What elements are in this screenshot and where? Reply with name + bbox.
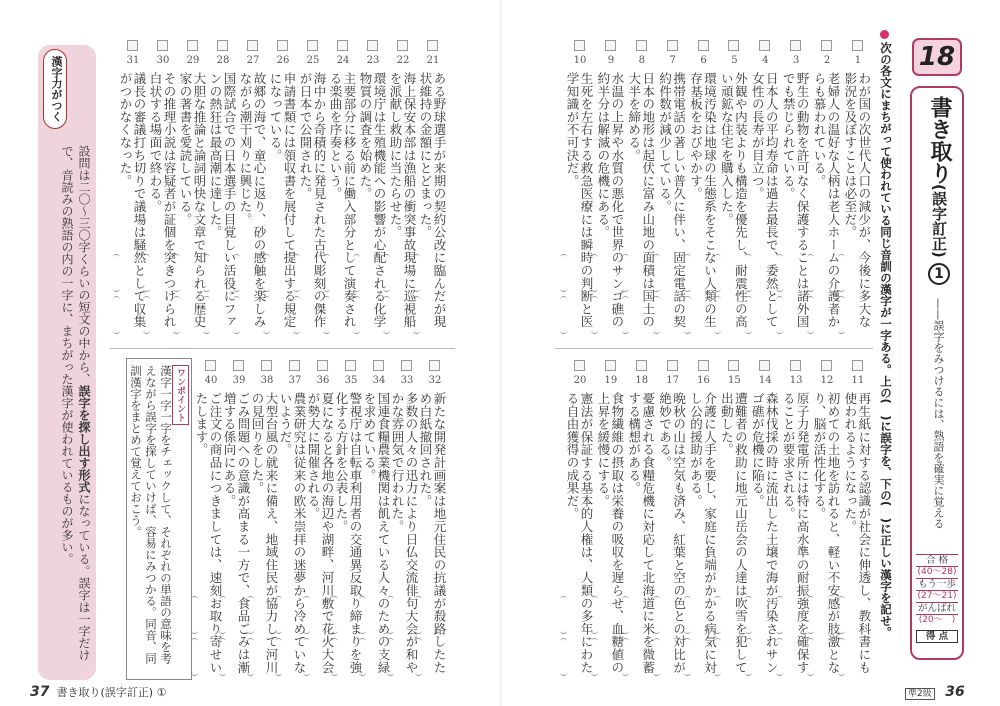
check-box[interactable]: [759, 40, 770, 51]
sidebar-text-bold: 誤字を探し出す形式: [77, 385, 91, 493]
instruction-text: 次の各文にまちがって使われている同じ音訓の漢字が一字ある。上の( )に誤字を、下の( )に正しい漢字を記せ。: [879, 42, 893, 639]
check-box[interactable]: [574, 40, 585, 51]
left-footer: [30, 684, 166, 700]
question-text: 海上保安本部は漁船の衝突事故現場に巡視船を派献し救助に当たらせた。: [388, 72, 417, 328]
question-text: 大型台風の就来に備え、地域住民が協力して河川の見回りをした。: [250, 392, 279, 674]
check-box[interactable]: [698, 40, 709, 51]
question-item: [388, 40, 418, 340]
answer-field-correct[interactable]: [191, 638, 198, 676]
footer-title: 書き取り(誤字訂正) ①: [56, 686, 167, 699]
question-number: 20: [573, 375, 587, 386]
question-text: 晩秋の山は空気も済み、紅葉と空の色との対比が絶妙である。: [657, 392, 687, 674]
question-number: 38: [260, 375, 274, 386]
question-item: [308, 360, 336, 682]
check-box[interactable]: [667, 360, 678, 371]
title-paren: (誤字訂正): [930, 184, 948, 258]
question-item: [812, 360, 842, 682]
question-text: 故郷の海で、童心に返り、砂の感触を楽しみながら潮干刈りに興じた。: [238, 72, 267, 328]
title-circle-number: 1: [928, 263, 950, 285]
question-item: [565, 40, 595, 340]
question-number: 16: [697, 375, 710, 386]
question-item: [689, 40, 719, 340]
question-number: 28: [216, 55, 230, 66]
question-item: [392, 360, 420, 682]
score-almost-range: (27〜21): [917, 591, 957, 601]
answer-field-wrong[interactable]: [113, 254, 120, 292]
check-box[interactable]: [728, 40, 739, 51]
check-box[interactable]: [821, 360, 832, 371]
question-item: [280, 360, 308, 682]
question-number: 15: [728, 375, 741, 386]
question-number: 12: [820, 375, 834, 386]
question-item: [565, 360, 595, 682]
check-box[interactable]: [397, 40, 408, 51]
question-number: 10: [573, 55, 587, 66]
check-box[interactable]: [605, 40, 616, 51]
question-number: 14: [758, 375, 772, 386]
question-item: [224, 360, 252, 682]
question-number: 22: [396, 55, 410, 66]
onepoint-text: 漢字一字一字をチェックして、それぞれの単語の意味を考えながら誤字を探していけば、容易にみつかる。同音、同訓漢字をまとめて覚えておこう。: [129, 365, 173, 664]
question-item: [298, 40, 328, 340]
question-item: [627, 360, 657, 682]
question-number: 5: [731, 55, 738, 66]
question-number: 36: [316, 375, 330, 386]
question-number: 11: [851, 375, 865, 386]
question-number: 30: [156, 55, 170, 66]
question-text: その推理小説は容疑者が証個を突きつけられ白状する場面で終わる。: [148, 72, 177, 328]
check-box[interactable]: [852, 360, 863, 371]
question-text: 環境庁は生殖機能への影響が心配される化学物質の調査を始めた。: [358, 72, 387, 328]
question-text: 外観や内装よりも構造を優先し、耐震性の高い頑鉱な住宅を購入した。: [719, 72, 749, 328]
question-item: [596, 40, 626, 340]
check-box[interactable]: [667, 40, 678, 51]
check-box[interactable]: [233, 360, 244, 371]
question-item: [658, 360, 688, 682]
check-box[interactable]: [698, 360, 709, 371]
question-text: 野生の動物を許可なく保護することは諸外国でも禁じられている。: [781, 72, 811, 328]
check-box[interactable]: [205, 360, 216, 371]
question-item: [364, 360, 392, 682]
check-box[interactable]: [337, 40, 348, 51]
question-item: [781, 360, 811, 682]
check-box[interactable]: [852, 40, 863, 51]
check-box[interactable]: [261, 360, 272, 371]
answer-field-correct[interactable]: [560, 638, 567, 676]
question-number: 1: [854, 55, 862, 66]
check-box[interactable]: [427, 40, 438, 51]
question-text: 警視庁は自転車利用者の交通異反取り締まりを強化する方針を公表した。: [334, 392, 363, 674]
question-text: 携帯電話の著しい普久に伴い、固定電話の契約件数が減少している。: [657, 72, 687, 328]
question-number: 33: [400, 375, 414, 386]
question-number: 21: [426, 55, 440, 66]
page-number-left: 37: [30, 684, 50, 700]
question-text: 主要部分に移る前に働入部分として演奏される楽曲を序奏という。: [328, 72, 357, 328]
question-item: [781, 40, 811, 340]
question-text: ご注文の商品につきましては、速刻お取り寄せいたします。: [194, 392, 223, 674]
question-text: 国際試合での日本選手の目覚しい活役にファンの熱狂は最高潮に達した。: [208, 72, 237, 328]
question-item: [719, 360, 749, 682]
questions-1-10: [565, 40, 873, 340]
question-number: 26: [276, 55, 290, 66]
onepoint-label: ワンポイント: [172, 365, 189, 425]
question-text: 食物繊維の摂取は栄養の吸収を遅らせ、血糖値の上昇を緩慢にする。: [595, 392, 625, 674]
question-text: 日本の地形は起伏に富み山地の面積は国土の大半を締める。: [626, 72, 656, 328]
check-box[interactable]: [307, 40, 318, 51]
question-item: [336, 360, 364, 682]
answer-field-wrong[interactable]: [560, 596, 567, 634]
check-box[interactable]: [317, 360, 328, 371]
score-try-range: (20〜 ): [916, 614, 958, 626]
question-item: [689, 360, 719, 682]
check-box[interactable]: [401, 360, 412, 371]
page-subtitle: ——誤字をみつけるには、熟語を確実に覚える: [932, 298, 945, 529]
question-text: 介護に人手を要し、家庭に負端がかかる病気に対し公的援助がある。: [688, 392, 718, 674]
question-text: 原子力発電所には特に高水準の耐振強度を確保することが要求される。: [781, 392, 811, 674]
check-box[interactable]: [277, 40, 288, 51]
question-item: [750, 40, 780, 340]
question-text: 遭難者の救助に地元山岳会の人達は吹雪を犯して出動した。: [719, 392, 749, 674]
page-gutter: [499, 0, 502, 706]
page-title: [924, 96, 955, 290]
question-number: 17: [666, 375, 679, 386]
check-box[interactable]: [728, 360, 739, 371]
question-number: 31: [126, 55, 140, 66]
answer-field-wrong[interactable]: [191, 596, 198, 634]
question-number: 25: [306, 55, 320, 66]
question-text: 水温の上昇や水質の悪化で世界のサンゴ礁の約半分は解滅の危機にある。: [595, 72, 625, 328]
question-item: [596, 360, 626, 682]
check-box[interactable]: [187, 40, 198, 51]
question-item: [328, 40, 358, 340]
onepoint-box: [126, 358, 192, 680]
question-text: 申請書類には領収書を展付して提出する規定になっている。: [268, 72, 297, 328]
question-text: 憲法が保証する基本的人権は、人類の多年にわたる自由獲得の成果だ。: [565, 392, 594, 674]
question-text: 農業研究は従来の欧米崇拝の迷夢から冷めていないようだ。: [278, 392, 307, 674]
question-number: 39: [232, 375, 246, 386]
score-pass-label: 合 格: [916, 554, 958, 566]
grade-badge: 準2級: [905, 688, 935, 700]
right-footer: [905, 684, 965, 700]
title-box: [910, 86, 964, 660]
instruction-bullet-icon: [880, 30, 889, 39]
check-box[interactable]: [759, 360, 770, 371]
questions-11-20: [565, 360, 873, 682]
question-text: 日本人の平均寿命は過去最長で、委然として女性の長寿が目立つ。: [750, 72, 780, 328]
question-number: 3: [792, 55, 800, 66]
answer-field-correct[interactable]: [113, 296, 120, 334]
lesson-number: 18: [912, 38, 962, 76]
question-item: [658, 40, 688, 340]
question-item: [252, 360, 280, 682]
question-item: [238, 40, 268, 340]
score-try-label: がんばれ: [917, 603, 956, 614]
question-number: 23: [366, 55, 380, 66]
question-item: [420, 360, 448, 682]
check-box[interactable]: [574, 360, 585, 371]
question-number: 40: [204, 375, 218, 386]
question-item: [418, 40, 448, 340]
question-text: 新たな開発計画案は地元住民の抗議が殺路したため白紙撤回された。: [418, 392, 447, 674]
question-number: 27: [246, 55, 260, 66]
question-text: 多数の人々の迅力により日仏交流俳句大会が和やかな雰囲気で行われた。: [390, 392, 419, 674]
check-box[interactable]: [821, 40, 832, 51]
question-number: 7: [669, 55, 676, 66]
question-text: 議長の審議打ち切りで議場は騒然として収集がつかなくなった。: [118, 72, 147, 328]
sidebar-text-1: 設問は二〇〜三〇字くらいの短文の中から、: [77, 145, 91, 385]
question-item: [627, 40, 657, 340]
question-number: 29: [186, 55, 200, 66]
question-number: 4: [762, 55, 769, 66]
question-text: 海中から奇積的に発見された古代彫刻の傑作が日本で公開された。: [298, 72, 327, 328]
question-item: [812, 40, 842, 340]
question-item: [719, 40, 749, 340]
question-text: 国連食糧農業機関は飢えている人々のための支緑を求めている。: [362, 392, 391, 674]
question-item: [178, 40, 208, 340]
sidebar-text: [58, 145, 92, 670]
check-box[interactable]: [217, 40, 228, 51]
check-box[interactable]: [373, 360, 384, 371]
title-main: 書き取り: [927, 96, 952, 184]
question-number: 34: [372, 375, 386, 386]
questions-32-40: [196, 360, 448, 682]
answer-field-wrong[interactable]: [560, 254, 567, 292]
question-text: 再生紙に対する認識が社会に伸透し、教科書にも使われるようになった。: [842, 392, 872, 674]
check-box[interactable]: [636, 40, 647, 51]
question-item: [268, 40, 298, 340]
check-box[interactable]: [247, 40, 258, 51]
question-text: 初めての土地を訪れると、軽い不安感が肢激となり、脳が活性化する。: [812, 392, 841, 674]
question-item: [208, 40, 238, 340]
check-box[interactable]: [790, 40, 801, 51]
question-number: 24: [336, 55, 350, 66]
check-box[interactable]: [157, 40, 168, 51]
question-item: [118, 40, 148, 340]
question-number: 8: [638, 55, 645, 66]
question-text: 森林伐採の時に流出した土壌で海が汚染されサンゴ礁が危機に陥る。: [750, 392, 780, 674]
check-box[interactable]: [127, 40, 138, 51]
check-box[interactable]: [345, 360, 356, 371]
question-item: [358, 40, 388, 340]
check-box[interactable]: [790, 360, 801, 371]
question-number: 6: [700, 55, 707, 66]
question-text: 憂慮される食糧危機に対応して北海道に米を微蓄する構想がある。: [626, 392, 656, 674]
sidebar-text-2: になっている。誤字は一字だけで、音読みの熟語の内の一字に、まちがった漢字が使われているものが多い。: [60, 145, 91, 661]
question-item: [148, 40, 178, 340]
question-text: 環境汚染は地球の生態系をそこない人類の生存基板をおびやかす。: [688, 72, 718, 328]
check-box[interactable]: [636, 360, 647, 371]
score-box: [916, 554, 958, 643]
check-box[interactable]: [367, 40, 378, 51]
question-text: 生死を左右する救急医療には瞬時の判断と医学知識が不可決だ。: [565, 72, 594, 328]
divider-right: [555, 348, 873, 349]
question-number: 18: [635, 375, 649, 386]
question-text: わが国の次世代人口の減少が、今後に多大な影況を及ぼすことは必至だ。: [842, 72, 872, 328]
tip-sidebar: [38, 45, 96, 680]
question-text: ごみ問題への意識が高まる一方で、食品ごみは漸増する係向にある。: [222, 392, 251, 674]
question-number: 19: [604, 375, 618, 386]
question-text: 大胆な推論と論詞明快な文章で知られる歴史家の著書を愛読している。: [178, 72, 207, 328]
score-almost-label: もう一歩: [917, 579, 956, 590]
question-number: 9: [607, 55, 615, 66]
check-box[interactable]: [289, 360, 300, 371]
score-pass-range: (40〜28): [917, 567, 957, 577]
question-number: 13: [789, 375, 803, 386]
question-number: 32: [428, 375, 442, 386]
question-text: 老婦人の温好な人柄は老人ホームの介護者からも慕われている。: [812, 72, 841, 328]
sidebar-label: 漢字力がつく: [43, 49, 67, 129]
page-number-right: 36: [945, 684, 965, 700]
check-box[interactable]: [429, 360, 440, 371]
check-box[interactable]: [605, 360, 616, 371]
question-text: ある野球選手が来期の契約公改に臨んだが現状維持の金額にとどまった。: [418, 72, 447, 328]
question-number: 2: [823, 55, 831, 66]
question-number: 35: [344, 375, 358, 386]
question-item: [843, 360, 873, 682]
score-points-label: 得 点: [916, 630, 958, 643]
questions-21-31: [118, 40, 448, 340]
question-item: [843, 40, 873, 340]
divider-left: [110, 348, 455, 349]
question-item: [196, 360, 224, 682]
answer-field-correct[interactable]: [560, 296, 567, 334]
question-item: [750, 360, 780, 682]
question-text: 夏になると各地の海辺や湖畔、河川敷で花火大会が勢大に開催される。: [306, 392, 335, 674]
question-number: 37: [288, 375, 302, 386]
